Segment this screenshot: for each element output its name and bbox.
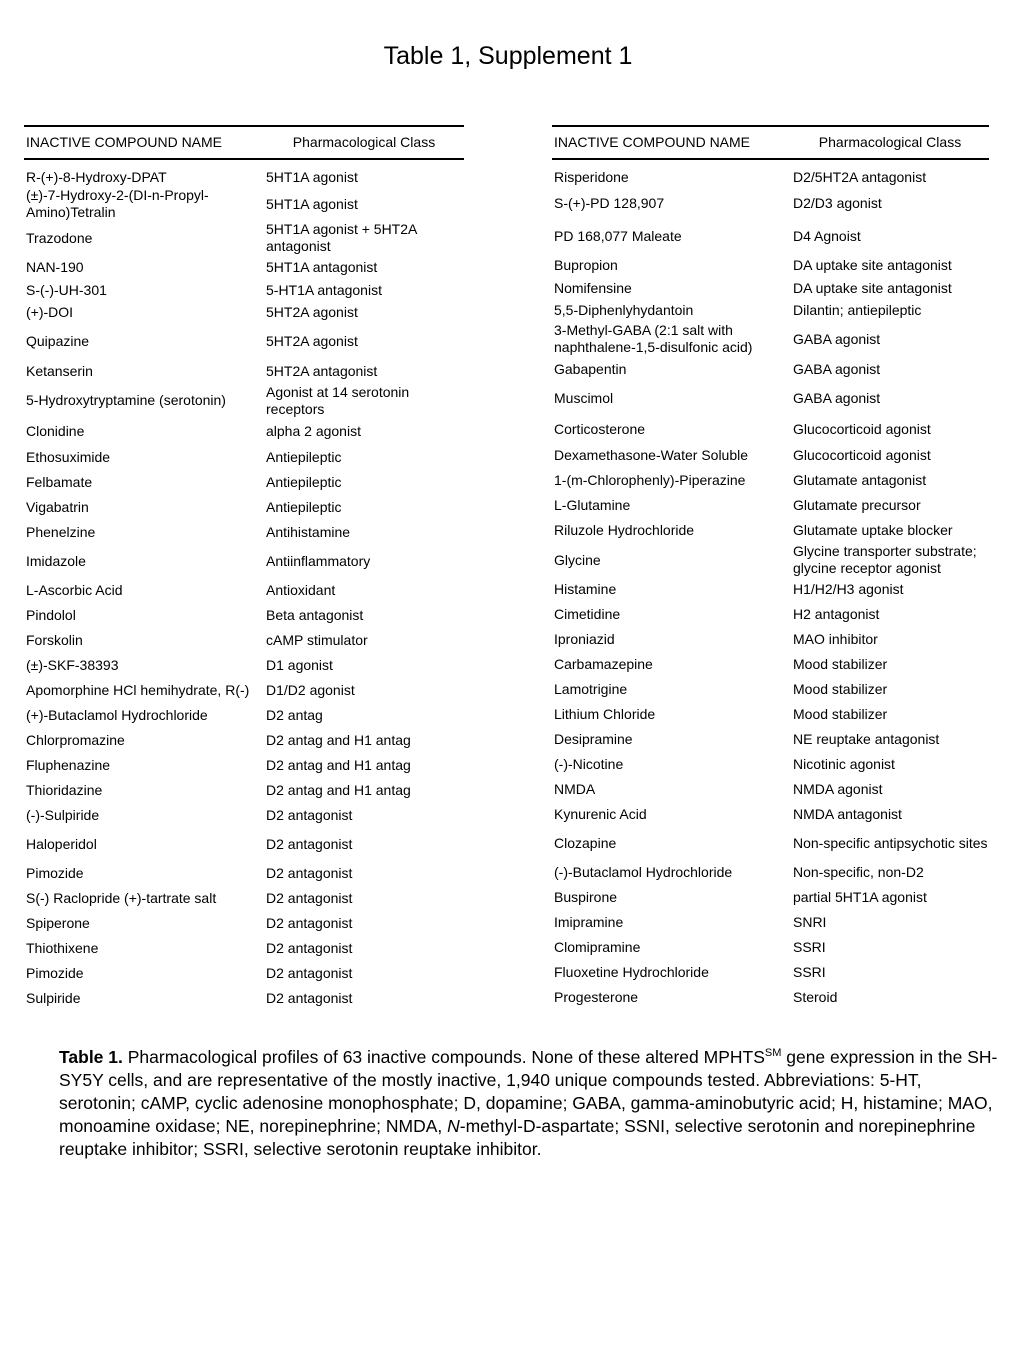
pharmacological-class-cell: Glutamate uptake blocker (793, 522, 953, 538)
pharmacological-class-cell: D2/D3 agonist (793, 195, 882, 211)
compound-name-cell: Dexamethasone-Water Soluble (554, 447, 749, 463)
compound-name-cell: NMDA (554, 781, 596, 797)
table-row (24, 159, 464, 187)
compound-name-cell: Thiothixene (26, 940, 99, 956)
table-row (552, 960, 989, 985)
compound-name-cell: NAN-190 (26, 258, 84, 275)
pharmacological-class-cell: DA uptake site antagonist (793, 279, 952, 296)
compound-name-cell: Ethosuximide (26, 449, 111, 465)
pharmacological-class-cell: 5HT1A agonist (266, 195, 358, 212)
caption-superscript: SM (764, 1047, 782, 1059)
pharmacological-class-cell: H1/H2/H3 agonist (793, 581, 904, 597)
compound-name-cell: Spiperone (26, 915, 90, 931)
pharmacological-class-cell: D4 Agnoist (793, 228, 861, 244)
compound-name-cell: (-)-Butaclamol Hydrochloride (554, 864, 733, 880)
compound-name-cell: Glycine (554, 551, 601, 568)
table-row (24, 221, 464, 255)
table-row (24, 255, 464, 279)
table-row (552, 677, 989, 702)
table-row (552, 577, 989, 602)
table-row (24, 628, 464, 653)
table-row (24, 578, 464, 603)
compound-name-cell: (-)-Nicotine (554, 756, 624, 772)
pharmacological-class-cell: Non-specific, non-D2 (793, 864, 924, 880)
table-row (552, 443, 989, 468)
compound-name-cell: Fluphenazine (26, 757, 111, 773)
pharmacological-class-cell: GABA agonist (793, 330, 881, 347)
compound-name-cell: Trazodone (26, 229, 93, 246)
compound-name-cell: Chlorpromazine (26, 732, 125, 748)
compound-name-cell: Sulpiride (26, 990, 81, 1006)
table-row (24, 187, 464, 221)
table-row (552, 602, 989, 627)
table-row (552, 802, 989, 827)
pharmacological-class-cell: 5HT1A agonist (266, 169, 358, 185)
table-row (24, 279, 464, 301)
right-compound-table (552, 125, 989, 1010)
pharmacological-class-cell: Antiepileptic (266, 474, 342, 490)
table-row (552, 416, 989, 443)
table-row (552, 985, 989, 1010)
table-row (552, 321, 989, 357)
compound-name-cell: (+)-Butaclamol Hydrochloride (26, 707, 208, 723)
table-row (552, 752, 989, 777)
compound-name-cell: Imipramine (554, 914, 624, 930)
table-row (24, 359, 464, 383)
compound-name-cell: Apomorphine HCl hemihydrate, R(-) (26, 682, 250, 698)
table-row (24, 911, 464, 936)
table-row (552, 299, 989, 321)
table-row (552, 727, 989, 752)
pharmacological-class-cell: Nicotinic agonist (793, 756, 895, 772)
pharmacological-class-cell: Glutamate precursor (793, 497, 921, 513)
table-header-row (552, 126, 989, 159)
table-row (24, 753, 464, 778)
pharmacological-class-cell: MAO inhibitor (793, 631, 878, 647)
table-header-row (24, 126, 464, 159)
compound-name-header: INACTIVE COMPOUND NAME (24, 126, 264, 159)
compound-name-cell: Clonidine (26, 423, 85, 439)
pharmacological-class-cell: D2 antagonist (266, 807, 353, 823)
table-row (552, 860, 989, 885)
pharmacological-class-cell: 5HT2A agonist (266, 332, 358, 349)
pharmacological-class-cell: D2 antagonist (266, 890, 353, 906)
compound-name-cell: Kynurenic Acid (554, 806, 647, 822)
table-row (24, 520, 464, 545)
pharmacological-class-cell: 5HT1A agonist + 5HT2A antagonist (266, 221, 417, 254)
compound-name-header: INACTIVE COMPOUND NAME (552, 126, 791, 159)
caption-italic: N (447, 1115, 460, 1136)
pharmacological-class-cell: NE reuptake antagonist (793, 731, 940, 747)
table-row (552, 777, 989, 802)
table-row (552, 518, 989, 543)
page-title: Table 1, Supplement 1 (383, 42, 633, 70)
caption-text: Pharmacological profiles of 63 inactive compounds. None of these altered MPHTS (122, 1046, 765, 1067)
pharmacological-class-cell: SNRI (793, 914, 827, 930)
compound-name-cell: Buspirone (554, 889, 618, 905)
pharmacological-class-cell: Antiepileptic (266, 499, 342, 515)
compound-name-cell: Muscimol (554, 390, 614, 406)
table-row (552, 543, 989, 577)
table-row (24, 545, 464, 578)
pharmacological-class-cell: Mood stabilizer (793, 681, 888, 697)
pharmacological-class-cell: Glucocorticoid agonist (793, 421, 931, 437)
table-row (24, 470, 464, 495)
compound-name-cell: Gabapentin (554, 360, 627, 377)
pharmacological-class-cell: D2 antag and H1 antag (266, 732, 411, 748)
pharmacological-class-cell: Glucocorticoid agonist (793, 447, 931, 463)
compound-name-cell: 3-Methyl-GABA (2:1 salt with naphthalene-1,5-disulfonic acid) (554, 322, 753, 355)
pharmacological-class-cell: D2 antagonist (266, 865, 353, 881)
compound-name-cell: L-Glutamine (554, 497, 631, 513)
compound-name-cell: L-Ascorbic Acid (26, 582, 123, 598)
compound-name-cell: Pindolol (26, 607, 76, 623)
pharmacological-class-cell: D2 antagonist (266, 990, 353, 1006)
pharmacological-class-cell: D2 antagonist (266, 940, 353, 956)
table-row (24, 961, 464, 986)
pharmacological-class-cell: Agonist at 14 serotonin receptors (266, 383, 410, 417)
table-row (24, 653, 464, 678)
pharmacological-class-cell: Mood stabilizer (793, 656, 888, 672)
compound-name-cell: PD 168,077 Maleate (554, 228, 682, 244)
compound-name-cell: Forskolin (26, 632, 83, 648)
table-row (552, 381, 989, 416)
table-row (24, 678, 464, 703)
compound-name-cell: Fluoxetine Hydrochloride (554, 964, 709, 980)
compound-name-cell: Quipazine (26, 332, 90, 349)
compound-name-cell: Histamine (554, 581, 617, 597)
pharmacological-class-header: Pharmacological Class (264, 126, 464, 159)
compound-name-cell: Bupropion (554, 256, 618, 273)
pharmacological-class-cell: NMDA antagonist (793, 806, 902, 822)
table-row (24, 986, 464, 1011)
compound-name-cell: Felbamate (26, 474, 93, 490)
pharmacological-class-cell: DA uptake site antagonist (793, 256, 952, 273)
pharmacological-class-cell: cAMP stimulator (266, 632, 368, 648)
table-caption (59, 1042, 999, 1161)
table-row (552, 652, 989, 677)
table-row (24, 301, 464, 323)
pharmacological-class-cell: Antihistamine (266, 524, 351, 540)
pharmacological-class-cell: Antiinflammatory (266, 553, 371, 569)
table-row (24, 778, 464, 803)
table-row (24, 703, 464, 728)
pharmacological-class-cell: Glutamate antagonist (793, 472, 927, 488)
table-row (552, 935, 989, 960)
table-row (552, 627, 989, 652)
table-row (552, 702, 989, 727)
pharmacological-class-cell: SSRI (793, 964, 826, 980)
table-row (24, 936, 464, 961)
pharmacological-class-cell: D2 antagonist (266, 915, 353, 931)
compound-name-cell: Vigabatrin (26, 499, 89, 515)
compound-name-cell: Lithium Chloride (554, 706, 656, 722)
pharmacological-class-cell: Beta antagonist (266, 607, 364, 623)
compound-name-cell: Clozapine (554, 835, 617, 851)
pharmacological-class-cell: Antiepileptic (266, 449, 342, 465)
table-row (552, 827, 989, 860)
caption-text: -methyl-D-aspartate; SSNI, selective serotonin and norepinephrine reuptake inhibitor; SSRI, selective serotonin reuptake inhibitor. (59, 1115, 976, 1159)
compound-name-cell: Nomifensine (554, 279, 632, 296)
pharmacological-class-cell: D2 antagonist (266, 836, 353, 852)
pharmacological-class-cell: D2/5HT2A antagonist (793, 169, 927, 185)
compound-name-cell: 1-(m-Chlorophenly)-Piperazine (554, 472, 746, 488)
compound-name-cell: (+)-DOI (26, 303, 74, 320)
table-row (552, 910, 989, 935)
pharmacological-class-cell: D2 antagonist (266, 965, 353, 981)
table-row (552, 493, 989, 518)
pharmacological-class-cell: 5HT1A antagonist (266, 258, 378, 275)
table-row (24, 886, 464, 911)
compound-name-cell: 5-Hydroxytryptamine (serotonin) (26, 392, 226, 408)
pharmacological-class-cell: D1 agonist (266, 657, 333, 673)
pharmacological-class-header: Pharmacological Class (791, 126, 989, 159)
compound-name-cell: Clomipramine (554, 939, 641, 955)
compound-name-cell: Ketanserin (26, 362, 93, 379)
compound-name-cell: S-(-)-UH-301 (26, 281, 107, 298)
pharmacological-class-cell: Non-specific antipsychotic sites (793, 835, 988, 851)
table-row (24, 728, 464, 753)
pharmacological-class-cell: partial 5HT1A agonist (793, 889, 927, 905)
table-row (24, 418, 464, 445)
compound-name-cell: Progesterone (554, 989, 639, 1005)
table-row (24, 861, 464, 886)
table-row (552, 159, 989, 187)
compound-name-cell: Iproniazid (554, 631, 615, 647)
left-table-body (24, 159, 464, 1011)
table-row (24, 828, 464, 861)
compound-name-cell: Corticosterone (554, 421, 646, 437)
compound-name-cell: (±)-SKF-38393 (26, 657, 119, 673)
table-row (552, 187, 989, 220)
compound-name-cell: Phenelzine (26, 524, 96, 540)
table-row (552, 220, 989, 253)
table-row (552, 253, 989, 277)
compound-name-cell: Desipramine (554, 731, 633, 747)
pharmacological-class-cell: D2 antag and H1 antag (266, 757, 411, 773)
pharmacological-class-cell: Mood stabilizer (793, 706, 888, 722)
table-row (24, 445, 464, 470)
caption-text: gene expression in the SH-SY5Y cells, and are representative of the mostly inactive, 1,940 unique compounds tested. Abbreviations: 5-HT, serotonin; cAMP, cyclic adenosine monophosphate; D, dopamine; GABA, gamma-aminobutyric acid; H, histamine; MAO, monoamine oxidase; NE, norepinephrine; NMDA, (59, 1046, 998, 1136)
compound-name-cell: Thioridazine (26, 782, 103, 798)
compound-name-cell: Pimozide (26, 865, 84, 881)
compound-name-cell: (±)-7-Hydroxy-2-(DI-n-Propyl-Amino)Tetralin (26, 187, 209, 220)
pharmacological-class-cell: 5HT2A agonist (266, 303, 358, 320)
pharmacological-class-cell: GABA agonist (793, 390, 881, 406)
table-row (24, 603, 464, 628)
right-table-body (552, 159, 989, 1010)
compound-name-cell: Lamotrigine (554, 681, 628, 697)
compound-name-cell: 5,5-Diphenlyhydantoin (554, 301, 694, 318)
table-row (552, 277, 989, 299)
pharmacological-class-cell: Steroid (793, 989, 838, 1005)
table-row (552, 468, 989, 493)
table-row (24, 323, 464, 359)
compound-name-cell: Cimetidine (554, 606, 621, 622)
table-row (24, 495, 464, 520)
caption-label: Table 1. (59, 1046, 123, 1067)
pharmacological-class-cell: D1/D2 agonist (266, 682, 355, 698)
pharmacological-class-cell: GABA agonist (793, 360, 881, 377)
compound-name-cell: S-(+)-PD 128,907 (554, 195, 665, 211)
compound-name-cell: Imidazole (26, 553, 86, 569)
compound-name-cell: Risperidone (554, 169, 629, 185)
compound-name-cell: R-(+)-8-Hydroxy-DPAT (26, 169, 167, 185)
pharmacological-class-cell: Antioxidant (266, 582, 336, 598)
compound-name-cell: Haloperidol (26, 836, 97, 852)
pharmacological-class-cell: Dilantin; antiepileptic (793, 301, 922, 318)
pharmacological-class-cell: 5-HT1A antagonist (266, 281, 382, 298)
pharmacological-class-cell: H2 antagonist (793, 606, 880, 622)
pharmacological-class-cell: D2 antag and H1 antag (266, 782, 411, 798)
compound-name-cell: S(-) Raclopride (+)-tartrate salt (26, 890, 217, 906)
compound-name-cell: Carbamazepine (554, 656, 653, 672)
left-compound-table (24, 125, 464, 1011)
compound-name-cell: (-)-Sulpiride (26, 807, 100, 823)
table-row (552, 885, 989, 910)
table-row (24, 803, 464, 828)
pharmacological-class-cell: NMDA agonist (793, 781, 883, 797)
pharmacological-class-cell: 5HT2A antagonist (266, 362, 378, 379)
pharmacological-class-cell: SSRI (793, 939, 826, 955)
table-row (24, 383, 464, 418)
pharmacological-class-cell: alpha 2 agonist (266, 423, 361, 439)
compound-name-cell: Riluzole Hydrochloride (554, 522, 695, 538)
table-row (552, 357, 989, 381)
pharmacological-class-cell: D2 antag (266, 707, 323, 723)
pharmacological-class-cell: Glycine transporter substrate; glycine receptor agonist (793, 543, 977, 576)
compound-name-cell: Pimozide (26, 965, 84, 981)
